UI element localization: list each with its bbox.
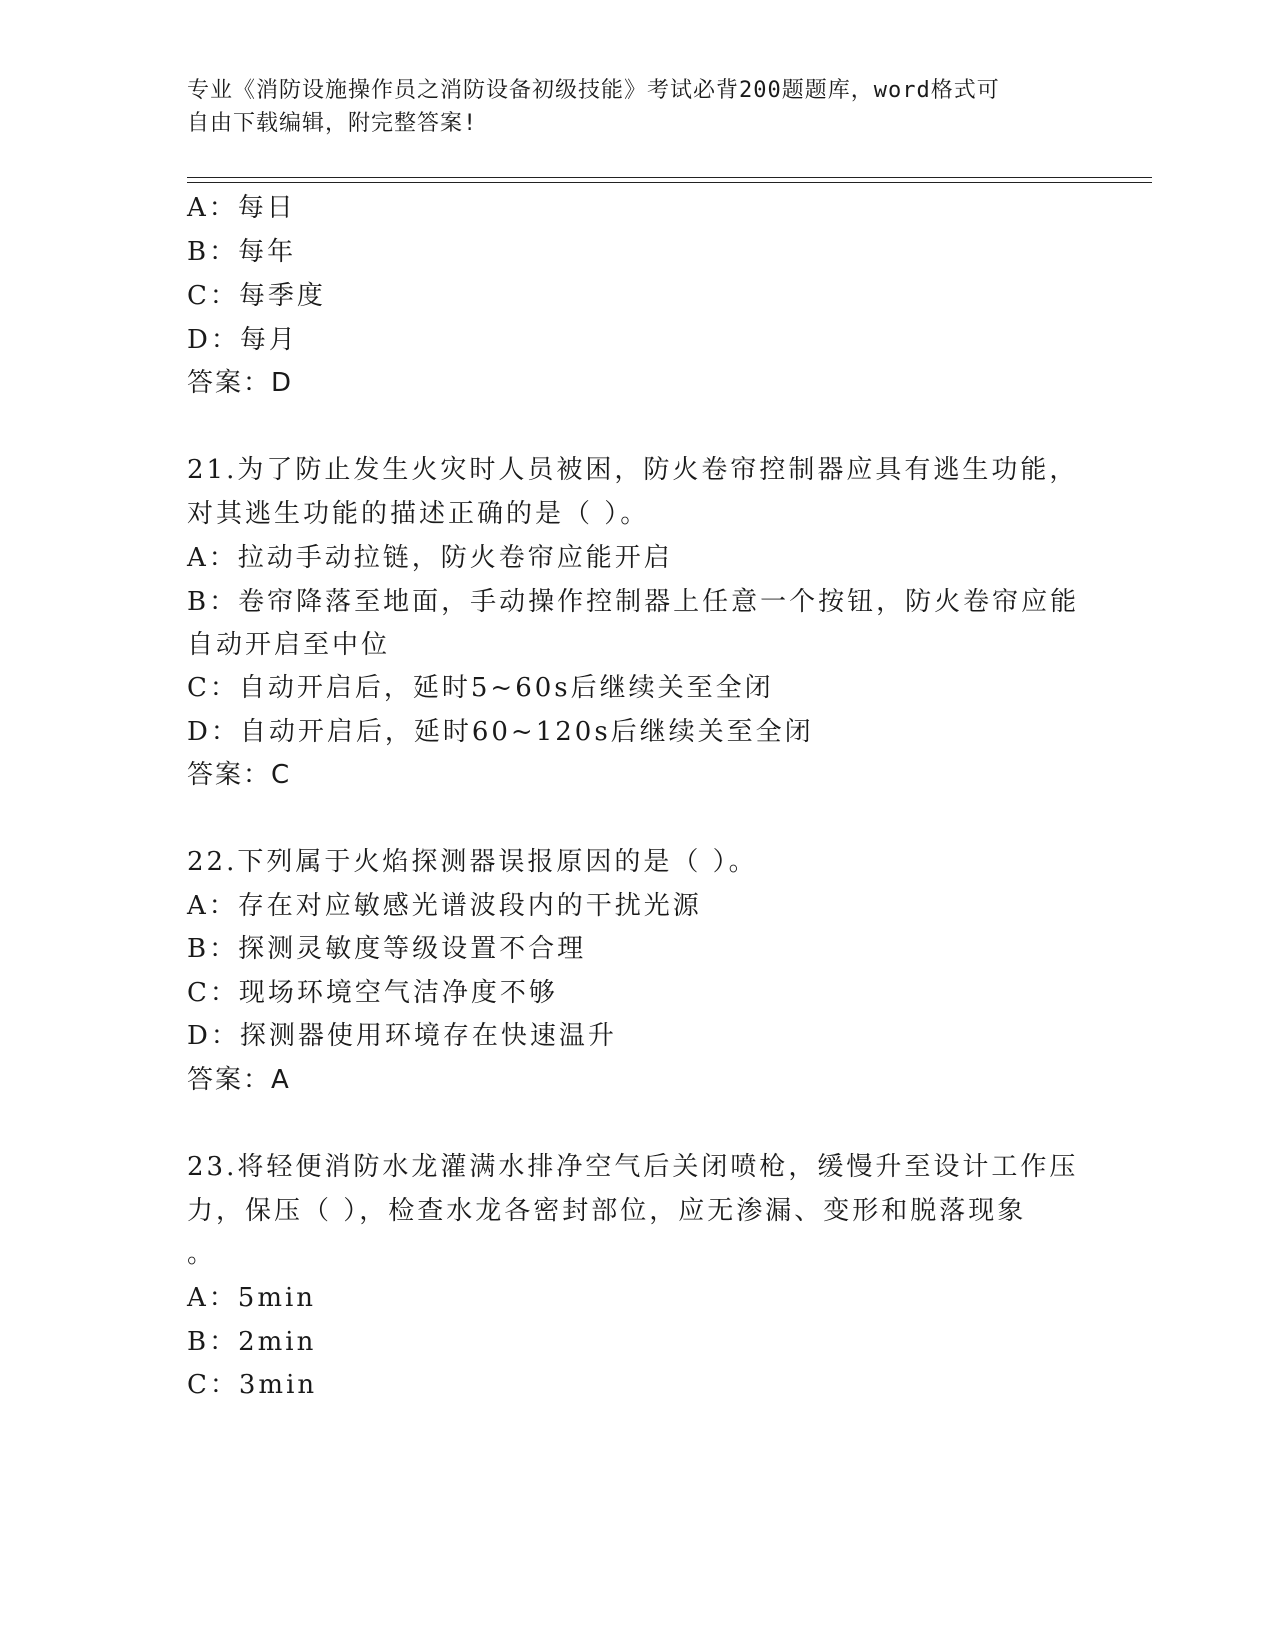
q20-option-a: A：每日 (187, 193, 296, 223)
header-divider-bottom (187, 182, 1152, 183)
q23-option-b: B：2min (187, 1327, 317, 1357)
q21-option-b-line-1: B：卷帘降落至地面，手动操作控制器上任意一个按钮，防火卷帘应能 (187, 587, 1080, 617)
q23-stem-line-2: 力，保压（ ），检查水龙各密封部位，应无渗漏、变形和脱落现象 (187, 1196, 1027, 1226)
q21-answer: 答案：C (187, 760, 292, 790)
q20-option-c: C：每季度 (187, 281, 326, 311)
q23-option-a: A：5min (187, 1283, 317, 1313)
q21-option-a: A：拉动手动拉链，防火卷帘应能开启 (187, 543, 673, 573)
q21-option-b-line-2: 自动开启至中位 (187, 630, 391, 660)
q22-option-a: A：存在对应敏感光谱波段内的干扰光源 (187, 891, 702, 921)
header-line-2: 自由下载编辑，附完整答案! (187, 111, 478, 136)
q23-stem-line-1: 23.将轻便消防水龙灌满水排净空气后关闭喷枪，缓慢升至设计工作压 (187, 1152, 1079, 1182)
q22-stem: 22.下列属于火焰探测器误报原因的是（ ）。 (187, 847, 758, 877)
q20-answer: 答案：D (187, 368, 294, 398)
q23-option-c: C：3min (187, 1370, 318, 1400)
q20-option-b: B：每年 (187, 237, 297, 267)
q21-option-d: D：自动开启后，延时60~120s后继续关至全闭 (187, 717, 814, 747)
q22-option-c: C：现场环境空气洁净度不够 (187, 978, 558, 1008)
q23-stem-line-3: 。 (187, 1239, 217, 1269)
q21-option-c: C：自动开启后，延时5~60s后继续关至全闭 (187, 673, 774, 703)
header-line-1: 专业《消防设施操作员之消防设备初级技能》考试必背200题题库，word格式可 (187, 78, 1000, 103)
q22-answer: 答案：A (187, 1065, 291, 1095)
document-header (187, 74, 1077, 140)
q20-option-d: D：每月 (187, 325, 298, 355)
q21-stem-line-1: 21.为了防止发生火灾时人员被困，防火卷帘控制器应具有逃生功能， (187, 455, 1079, 485)
q22-option-d: D：探测器使用环境存在快速温升 (187, 1021, 617, 1051)
q22-option-b: B：探测灵敏度等级设置不合理 (187, 934, 587, 964)
q21-stem-line-2: 对其逃生功能的描述正确的是（ ）。 (187, 499, 650, 529)
header-divider-top (187, 177, 1152, 178)
